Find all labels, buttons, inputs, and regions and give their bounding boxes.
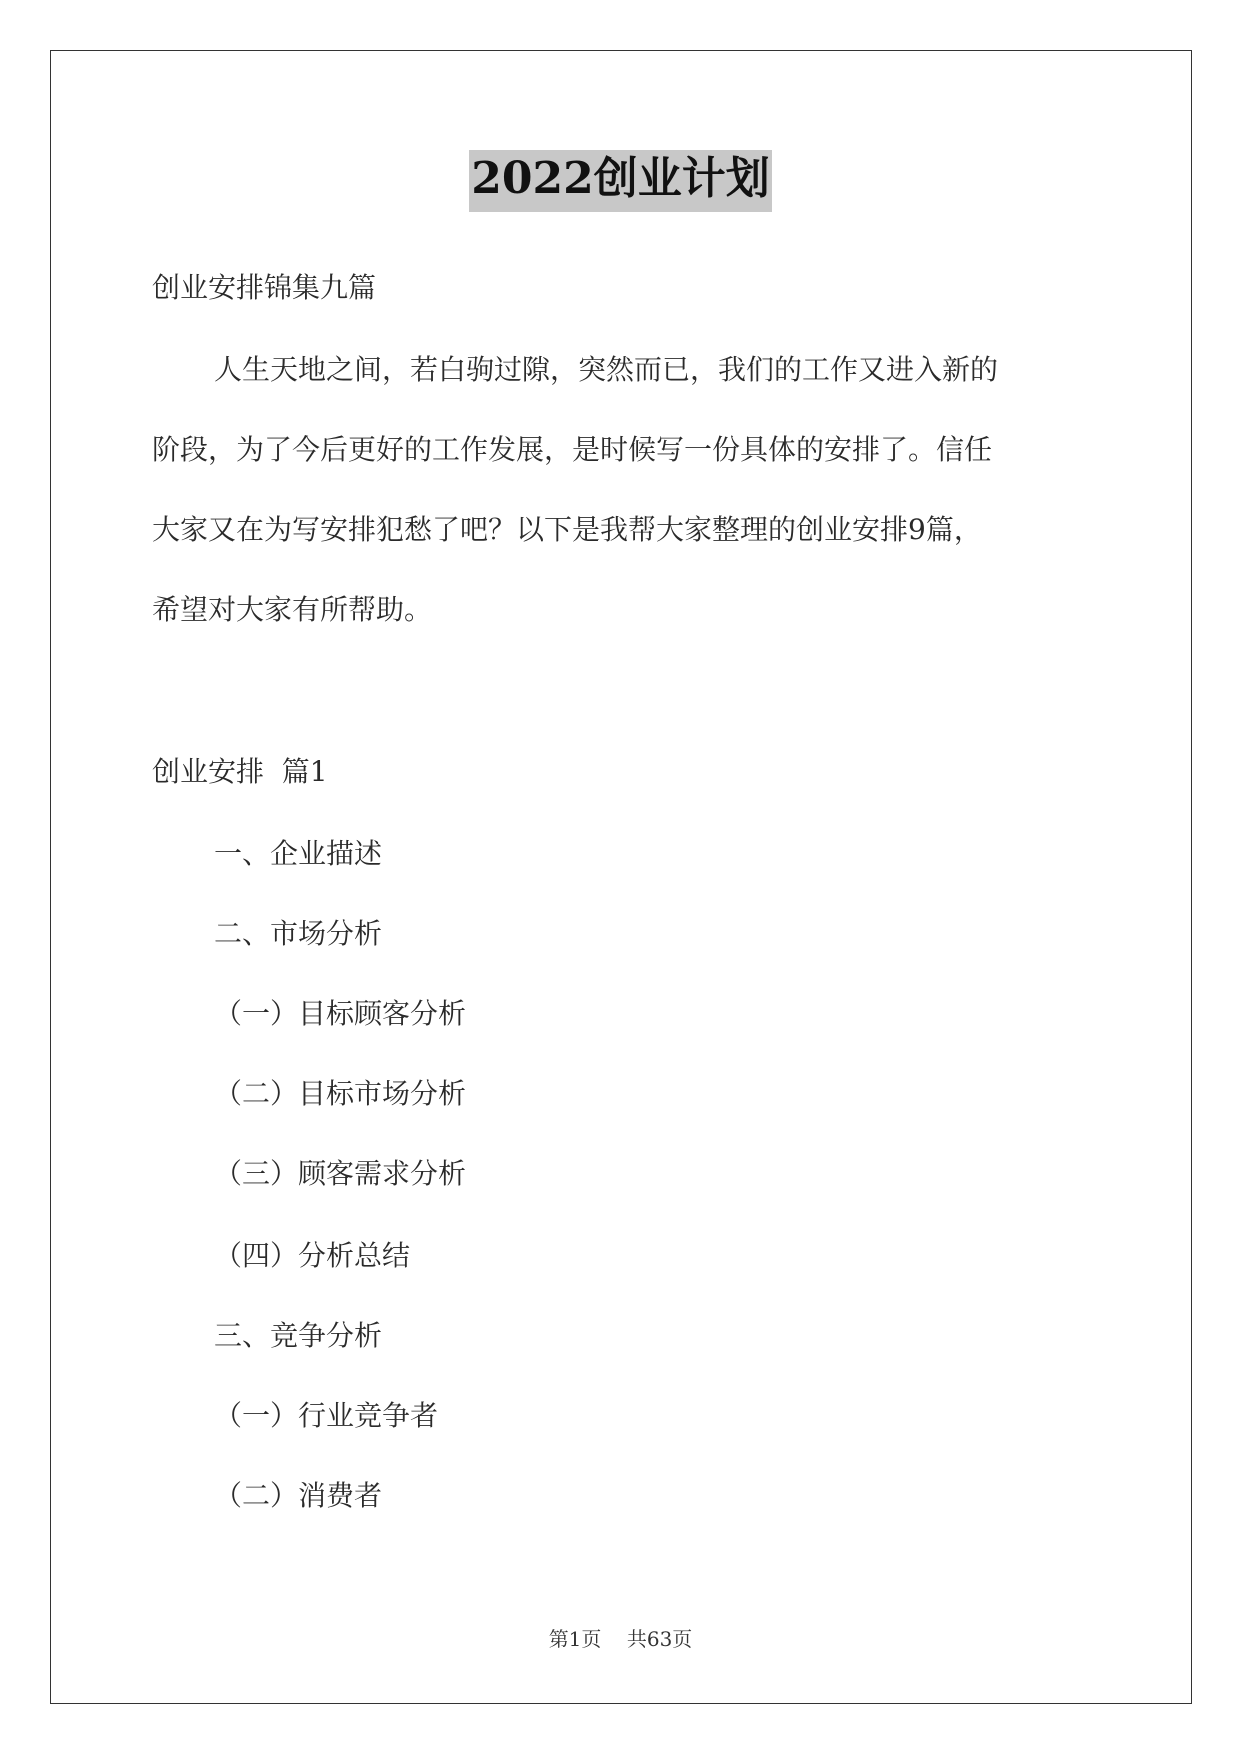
- outline-item: （一）行业竞争者: [214, 1399, 439, 1432]
- intro-line-3: 大家又在为写安排犯愁了吧？以下是我帮大家整理的创业安排9篇，: [152, 513, 982, 546]
- outline-item: （三）顾客需求分析: [214, 1157, 467, 1190]
- section-heading: 创业安排 篇1: [152, 755, 328, 788]
- outline-item: （一）目标顾客分析: [214, 997, 467, 1030]
- outline-item: （二）目标市场分析: [214, 1077, 467, 1110]
- outline-item: 三、竞争分析: [214, 1319, 383, 1352]
- intro-line-4: 希望对大家有所帮助。: [152, 593, 433, 626]
- outline-item: 二、市场分析: [214, 917, 383, 950]
- title-container: [0, 150, 1241, 212]
- page-number-footer: 第1页 共63页: [548, 1627, 693, 1651]
- document-title: 2022创业计划: [469, 150, 771, 212]
- outline-item: （二）消费者: [214, 1479, 383, 1512]
- outline-item: 一、企业描述: [214, 837, 383, 870]
- intro-line-1: 人生天地之间，若白驹过隙，突然而已，我们的工作又进入新的: [214, 353, 999, 386]
- document-subtitle: 创业安排锦集九篇: [152, 271, 377, 304]
- intro-line-2: 阶段，为了今后更好的工作发展，是时候写一份具体的安排了。信任: [152, 433, 993, 466]
- outline-item: （四）分析总结: [214, 1239, 411, 1272]
